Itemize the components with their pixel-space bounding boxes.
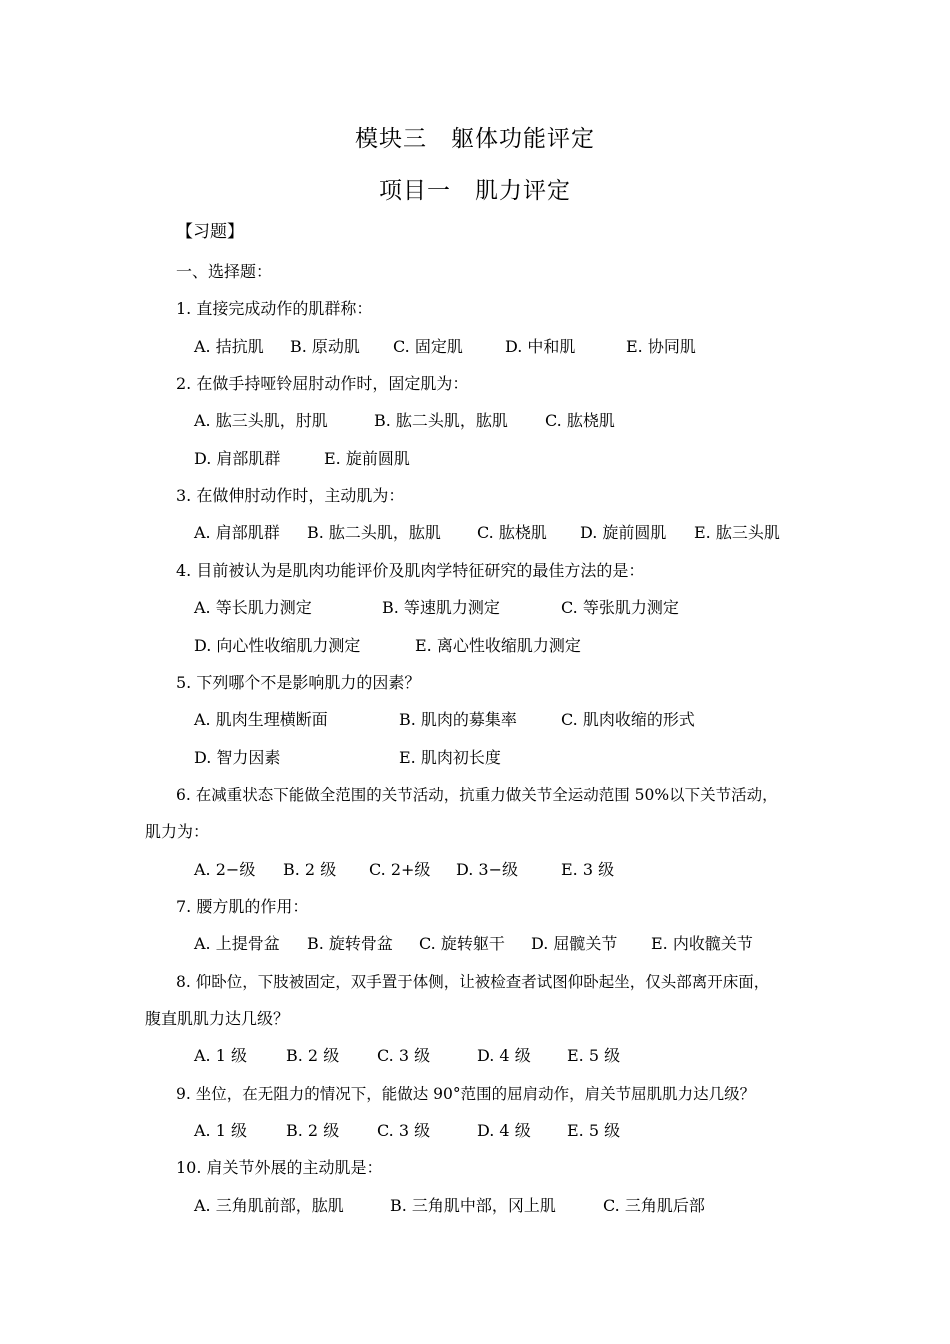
question-stem: 9. 坐位，在无阻力的情况下，能做达 90°范围的屈肩动作，肩关节屈肌肌力达几级？ — [176, 1085, 756, 1103]
question-stem: 2. 在做手持哑铃屈肘动作时，固定肌为： — [176, 374, 469, 393]
option: C. 3 级 — [377, 1046, 431, 1065]
option: C. 旋转躯干 — [419, 934, 505, 953]
option: A. 拮抗肌 — [194, 337, 264, 356]
question-stem: 8. 仰卧位，下肢被固定，双手置于体侧，让被检查者试图仰卧起坐，仅头部离开床面， — [176, 973, 770, 991]
option: E. 5 级 — [567, 1046, 621, 1065]
section-label: 【习题】 — [176, 222, 244, 242]
option: D. 4 级 — [477, 1046, 531, 1065]
question-stem: 10. 肩关节外展的主动肌是： — [176, 1158, 383, 1177]
option: C. 肱桡肌 — [545, 411, 615, 430]
option: E. 肱三头肌 — [694, 523, 780, 542]
option: A. 1 级 — [194, 1046, 247, 1065]
question-stem: 1. 直接完成动作的肌群称： — [176, 299, 373, 318]
question-stem: 4. 目前被认为是肌肉功能评价及肌肉学特征研究的最佳方法的是： — [176, 561, 645, 580]
option: C. 等张肌力测定 — [561, 598, 679, 617]
option: D. 智力因素 — [194, 748, 281, 767]
option: E. 5 级 — [567, 1121, 621, 1140]
option: E. 旋前圆肌 — [324, 449, 410, 468]
module-title: 模块三 躯体功能评定 — [355, 126, 595, 152]
option: D. 中和肌 — [505, 337, 576, 356]
option: D. 旋前圆肌 — [580, 523, 667, 542]
option: C. 固定肌 — [393, 337, 463, 356]
option: A. 三角肌前部，肱肌 — [194, 1196, 344, 1215]
option: B. 旋转骨盆 — [307, 934, 393, 953]
option: E. 3 级 — [561, 860, 615, 879]
option: A. 上提骨盆 — [194, 934, 280, 953]
question-stem-continued: 肌力为： — [145, 822, 210, 841]
option: B. 三角肌中部，冈上肌 — [390, 1196, 556, 1215]
option: D. 向心性收缩肌力测定 — [194, 636, 361, 655]
option: A. 肌肉生理横断面 — [194, 710, 328, 729]
option: B. 2 级 — [283, 860, 337, 879]
option: A. 肩部肌群 — [194, 523, 280, 542]
option: C. 肌肉收缩的形式 — [561, 710, 695, 729]
option: D. 3−级 — [456, 860, 519, 879]
option: C. 三角肌后部 — [603, 1196, 705, 1215]
option: A. 肱三头肌，肘肌 — [194, 411, 328, 430]
question-stem: 5. 下列哪个不是影响肌力的因素？ — [176, 673, 421, 692]
option: B. 等速肌力测定 — [382, 598, 500, 617]
option: C. 3 级 — [377, 1121, 431, 1140]
option: E. 协同肌 — [626, 337, 696, 356]
option: A. 等长肌力测定 — [194, 598, 312, 617]
option: B. 2 级 — [286, 1121, 340, 1140]
option: E. 内收髋关节 — [651, 934, 753, 953]
option: B. 肱二头肌，肱肌 — [307, 523, 441, 542]
option: B. 2 级 — [286, 1046, 340, 1065]
option: D. 4 级 — [477, 1121, 531, 1140]
option: D. 屈髋关节 — [531, 934, 618, 953]
option: E. 离心性收缩肌力测定 — [415, 636, 581, 655]
question-stem: 3. 在做伸肘动作时，主动肌为： — [176, 486, 405, 505]
option: E. 肌肉初长度 — [399, 748, 501, 767]
option: A. 1 级 — [194, 1121, 247, 1140]
option: B. 肌肉的募集率 — [399, 710, 517, 729]
question-stem-continued: 腹直肌肌力达几级？ — [145, 1009, 290, 1028]
question-stem: 6. 在减重状态下能做全范围的关节活动，抗重力做关节全运动范围 50%以下关节活动， — [176, 786, 778, 804]
option: C. 肱桡肌 — [477, 523, 547, 542]
question-stem: 7. 腰方肌的作用： — [176, 897, 309, 916]
project-title: 项目一 肌力评定 — [379, 178, 571, 204]
option: B. 肱二头肌，肱肌 — [374, 411, 508, 430]
option: D. 肩部肌群 — [194, 449, 281, 468]
part-heading: 一、选择题： — [176, 262, 273, 281]
option: B. 原动肌 — [290, 337, 360, 356]
option: C. 2+级 — [369, 860, 431, 879]
option: A. 2−级 — [194, 860, 256, 879]
